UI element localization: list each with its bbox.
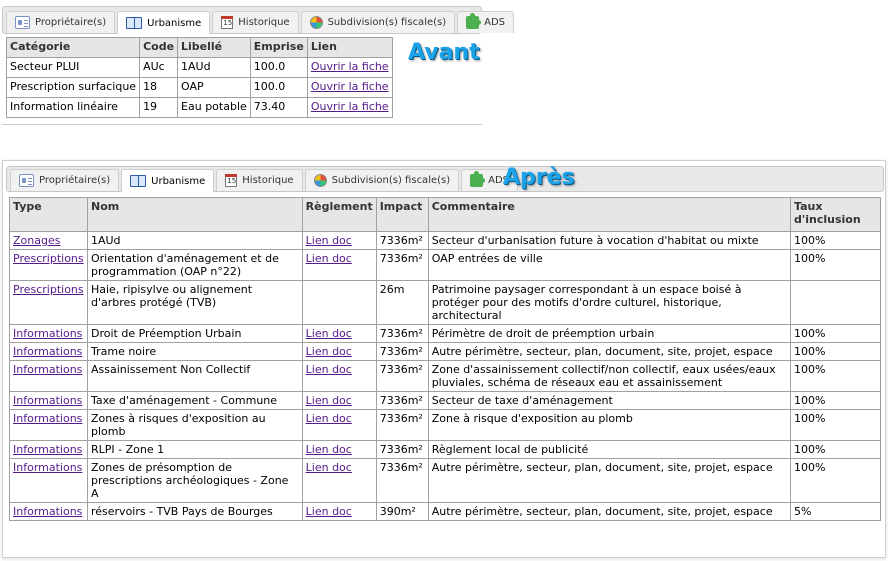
cell-type <box>10 361 88 392</box>
type-link[interactable]: Informations <box>13 412 83 425</box>
tab-label: ADS <box>488 175 510 186</box>
table-row <box>10 503 881 521</box>
cell-reglement <box>302 392 376 410</box>
table-row <box>10 459 881 503</box>
cell-taux <box>791 281 881 325</box>
cell-code: 18 <box>140 78 178 98</box>
cell-type <box>10 441 88 459</box>
open-sheet-link[interactable]: Ouvrir la fiche <box>310 80 389 93</box>
tab-subdivisions-fiscales[interactable] <box>305 169 460 191</box>
type-link[interactable]: Informations <box>13 345 83 358</box>
cell-type <box>10 410 88 441</box>
doc-link[interactable]: Lien doc <box>305 363 352 376</box>
cell-impact: 7336m² <box>376 361 428 392</box>
cell-taux: 100% <box>791 343 881 361</box>
cell-nom: Zones à risques d'exposition au plomb <box>87 410 302 441</box>
doc-link[interactable]: Lien doc <box>305 234 352 247</box>
cell-commentaire: Périmètre de droit de préemption urbain <box>428 325 790 343</box>
cell-reglement <box>302 343 376 361</box>
table-row <box>7 58 393 78</box>
table-row <box>7 78 393 98</box>
owner-icon <box>15 16 30 29</box>
globe-icon <box>314 174 327 187</box>
col-header-impact: Impact <box>376 198 428 232</box>
doc-link[interactable]: Lien doc <box>305 505 352 518</box>
puzzle-icon <box>470 174 483 187</box>
type-link[interactable]: Prescriptions <box>13 252 84 265</box>
type-link[interactable]: Informations <box>13 505 83 518</box>
cell-nom: réservoirs - TVB Pays de Bourges <box>87 503 302 521</box>
cell-type <box>10 503 88 521</box>
cell-type <box>10 392 88 410</box>
col-header-taux: Taux d'inclusion <box>791 198 881 232</box>
cell-code: AUc <box>140 58 178 78</box>
cell-emprise: 73.40 <box>250 98 307 118</box>
col-header: Lien <box>307 38 392 58</box>
cell-impact: 390m² <box>376 503 428 521</box>
table-row <box>10 361 881 392</box>
calendar-icon <box>225 174 237 187</box>
cell-commentaire: Patrimoine paysager correspondant à un espace boisé à protéger pour des motifs d'ordre culturel, historique, architectural <box>428 281 790 325</box>
cell-type <box>10 281 88 325</box>
col-header-nom: Nom <box>87 198 302 232</box>
cell-libelle: OAP <box>178 78 251 98</box>
cell-emprise: 100.0 <box>250 58 307 78</box>
tab-urbanisme[interactable] <box>117 11 210 34</box>
cell-code: 19 <box>140 98 178 118</box>
table-row <box>10 410 881 441</box>
cell-commentaire: Zone à risque d'exposition au plomb <box>428 410 790 441</box>
cell-nom: Assainissement Non Collectif <box>87 361 302 392</box>
cell-type <box>10 459 88 503</box>
cell-commentaire: Autre périmètre, secteur, plan, document, site, projet, espace <box>428 343 790 361</box>
cell-impact: 7336m² <box>376 392 428 410</box>
tab-label: Subdivision(s) fiscale(s) <box>331 175 451 186</box>
cell-commentaire: Secteur d'urbanisation future à vocation d'habitat ou mixte <box>428 232 790 250</box>
table-row <box>10 392 881 410</box>
cell-reglement <box>302 325 376 343</box>
cell-commentaire: Autre périmètre, secteur, plan, document, site, projet, espace <box>428 503 790 521</box>
cell-lien <box>307 58 392 78</box>
tab-historique[interactable] <box>216 169 302 191</box>
cell-impact: 7336m² <box>376 343 428 361</box>
cell-impact: 7336m² <box>376 325 428 343</box>
cell-lien <box>307 98 392 118</box>
cell-impact: 7336m² <box>376 232 428 250</box>
cell-nom: Droit de Préemption Urbain <box>87 325 302 343</box>
cell-libelle: Eau potable <box>178 98 251 118</box>
calendar-icon <box>221 16 233 29</box>
tab-urbanisme[interactable] <box>121 169 214 192</box>
tab-ads[interactable] <box>457 11 514 33</box>
cell-taux: 100% <box>791 441 881 459</box>
open-sheet-link[interactable]: Ouvrir la fiche <box>310 60 389 73</box>
book-icon <box>126 17 142 29</box>
cell-taux: 100% <box>791 232 881 250</box>
cell-reglement <box>302 361 376 392</box>
cell-type <box>10 343 88 361</box>
cell-type <box>10 250 88 281</box>
open-sheet-link[interactable]: Ouvrir la fiche <box>310 100 389 113</box>
table-header-row <box>10 198 881 232</box>
cell-taux: 100% <box>791 361 881 392</box>
tab-label: Subdivision(s) fiscale(s) <box>327 17 447 28</box>
cell-commentaire: Secteur de taxe d'aménagement <box>428 392 790 410</box>
cell-taux: 100% <box>791 325 881 343</box>
type-link[interactable]: Informations <box>13 461 83 474</box>
col-header-reglement: Règlement <box>302 198 376 232</box>
cell-commentaire: OAP entrées de ville <box>428 250 790 281</box>
cell-reglement <box>302 281 376 325</box>
type-link[interactable]: Prescriptions <box>13 283 84 296</box>
cell-nom: Zones de présomption de prescriptions archéologiques - Zone A <box>87 459 302 503</box>
doc-link[interactable]: Lien doc <box>305 461 352 474</box>
tab-label: Urbanisme <box>147 17 202 29</box>
cell-reglement <box>302 410 376 441</box>
after-table <box>9 197 881 521</box>
col-header-commentaire: Commentaire <box>428 198 790 232</box>
tab-label: Historique <box>242 175 294 186</box>
cell-taux: 100% <box>791 392 881 410</box>
table-row <box>10 325 881 343</box>
tab-label: Propriétaire(s) <box>39 175 111 186</box>
tab-subdivisions-fiscales[interactable] <box>301 11 456 33</box>
type-link[interactable]: Informations <box>13 443 83 456</box>
cell-reglement <box>302 459 376 503</box>
cell-taux: 100% <box>791 250 881 281</box>
col-header: Code <box>140 38 178 58</box>
table-row <box>10 281 881 325</box>
before-table <box>6 37 393 118</box>
cell-taux: 100% <box>791 459 881 503</box>
puzzle-icon <box>466 16 479 29</box>
type-link[interactable]: Informations <box>13 394 83 407</box>
globe-icon <box>310 16 323 29</box>
cell-taux: 100% <box>791 410 881 441</box>
cell-type <box>10 232 88 250</box>
tab-proprietaires[interactable] <box>10 169 119 191</box>
cell-impact: 7336m² <box>376 250 428 281</box>
doc-link[interactable]: Lien doc <box>305 443 352 456</box>
cell-nom: Taxe d'aménagement - Commune <box>87 392 302 410</box>
col-header: Libellé <box>178 38 251 58</box>
after-table-body <box>10 232 881 521</box>
cell-reglement <box>302 232 376 250</box>
doc-link[interactable]: Lien doc <box>305 394 352 407</box>
col-header: Catégorie <box>7 38 140 58</box>
table-header-row <box>7 38 393 58</box>
col-header: Emprise <box>250 38 307 58</box>
doc-link[interactable]: Lien doc <box>305 327 352 340</box>
before-tab-bar <box>2 6 506 34</box>
cell-nom: Orientation d'aménagement et de programmation (OAP n°22) <box>87 250 302 281</box>
cell-nom: Trame noire <box>87 343 302 361</box>
table-row <box>10 232 881 250</box>
tab-historique[interactable] <box>212 11 298 33</box>
cell-commentaire: Autre périmètre, secteur, plan, document, site, projet, espace <box>428 459 790 503</box>
before-banner: Avant <box>408 40 480 65</box>
col-header-type: Type <box>10 198 88 232</box>
cell-nom: 1AUd <box>87 232 302 250</box>
tab-label: Urbanisme <box>151 175 206 187</box>
doc-link[interactable]: Lien doc <box>305 252 352 265</box>
cell-impact: 7336m² <box>376 441 428 459</box>
cell-categorie: Secteur PLUI <box>7 58 140 78</box>
cell-nom: RLPI - Zone 1 <box>87 441 302 459</box>
owner-icon <box>19 174 34 187</box>
cell-commentaire: Règlement local de publicité <box>428 441 790 459</box>
tab-label: Propriétaire(s) <box>35 17 107 28</box>
cell-categorie: Prescription surfacique <box>7 78 140 98</box>
divider <box>2 124 482 125</box>
cell-reglement <box>302 250 376 281</box>
cell-lien <box>307 78 392 98</box>
cell-nom: Haie, ripisylve ou alignement d'arbres protégé (TVB) <box>87 281 302 325</box>
tab-label: Historique <box>238 17 290 28</box>
type-link[interactable]: Informations <box>13 363 83 376</box>
cell-impact: 7336m² <box>376 410 428 441</box>
after-banner: Après <box>503 165 575 190</box>
after-tab-bar <box>6 166 884 192</box>
doc-link[interactable]: Lien doc <box>305 345 352 358</box>
cell-taux: 5% <box>791 503 881 521</box>
cell-impact: 7336m² <box>376 459 428 503</box>
tab-proprietaires[interactable] <box>6 11 115 33</box>
cell-type <box>10 325 88 343</box>
cell-impact: 26m <box>376 281 428 325</box>
cell-reglement <box>302 503 376 521</box>
cell-emprise: 100.0 <box>250 78 307 98</box>
cell-categorie: Information linéaire <box>7 98 140 118</box>
cell-reglement <box>302 441 376 459</box>
book-icon <box>130 175 146 187</box>
table-row <box>7 98 393 118</box>
type-link[interactable]: Informations <box>13 327 83 340</box>
type-link[interactable]: Zonages <box>13 234 61 247</box>
cell-commentaire: Zone d'assainissement collectif/non collectif, eaux usées/eaux pluviales, schéma de réseaux eau et assainissement <box>428 361 790 392</box>
cell-libelle: 1AUd <box>178 58 251 78</box>
table-row <box>10 343 881 361</box>
table-row <box>10 250 881 281</box>
tab-label: ADS <box>484 17 506 28</box>
table-row <box>10 441 881 459</box>
doc-link[interactable]: Lien doc <box>305 412 352 425</box>
